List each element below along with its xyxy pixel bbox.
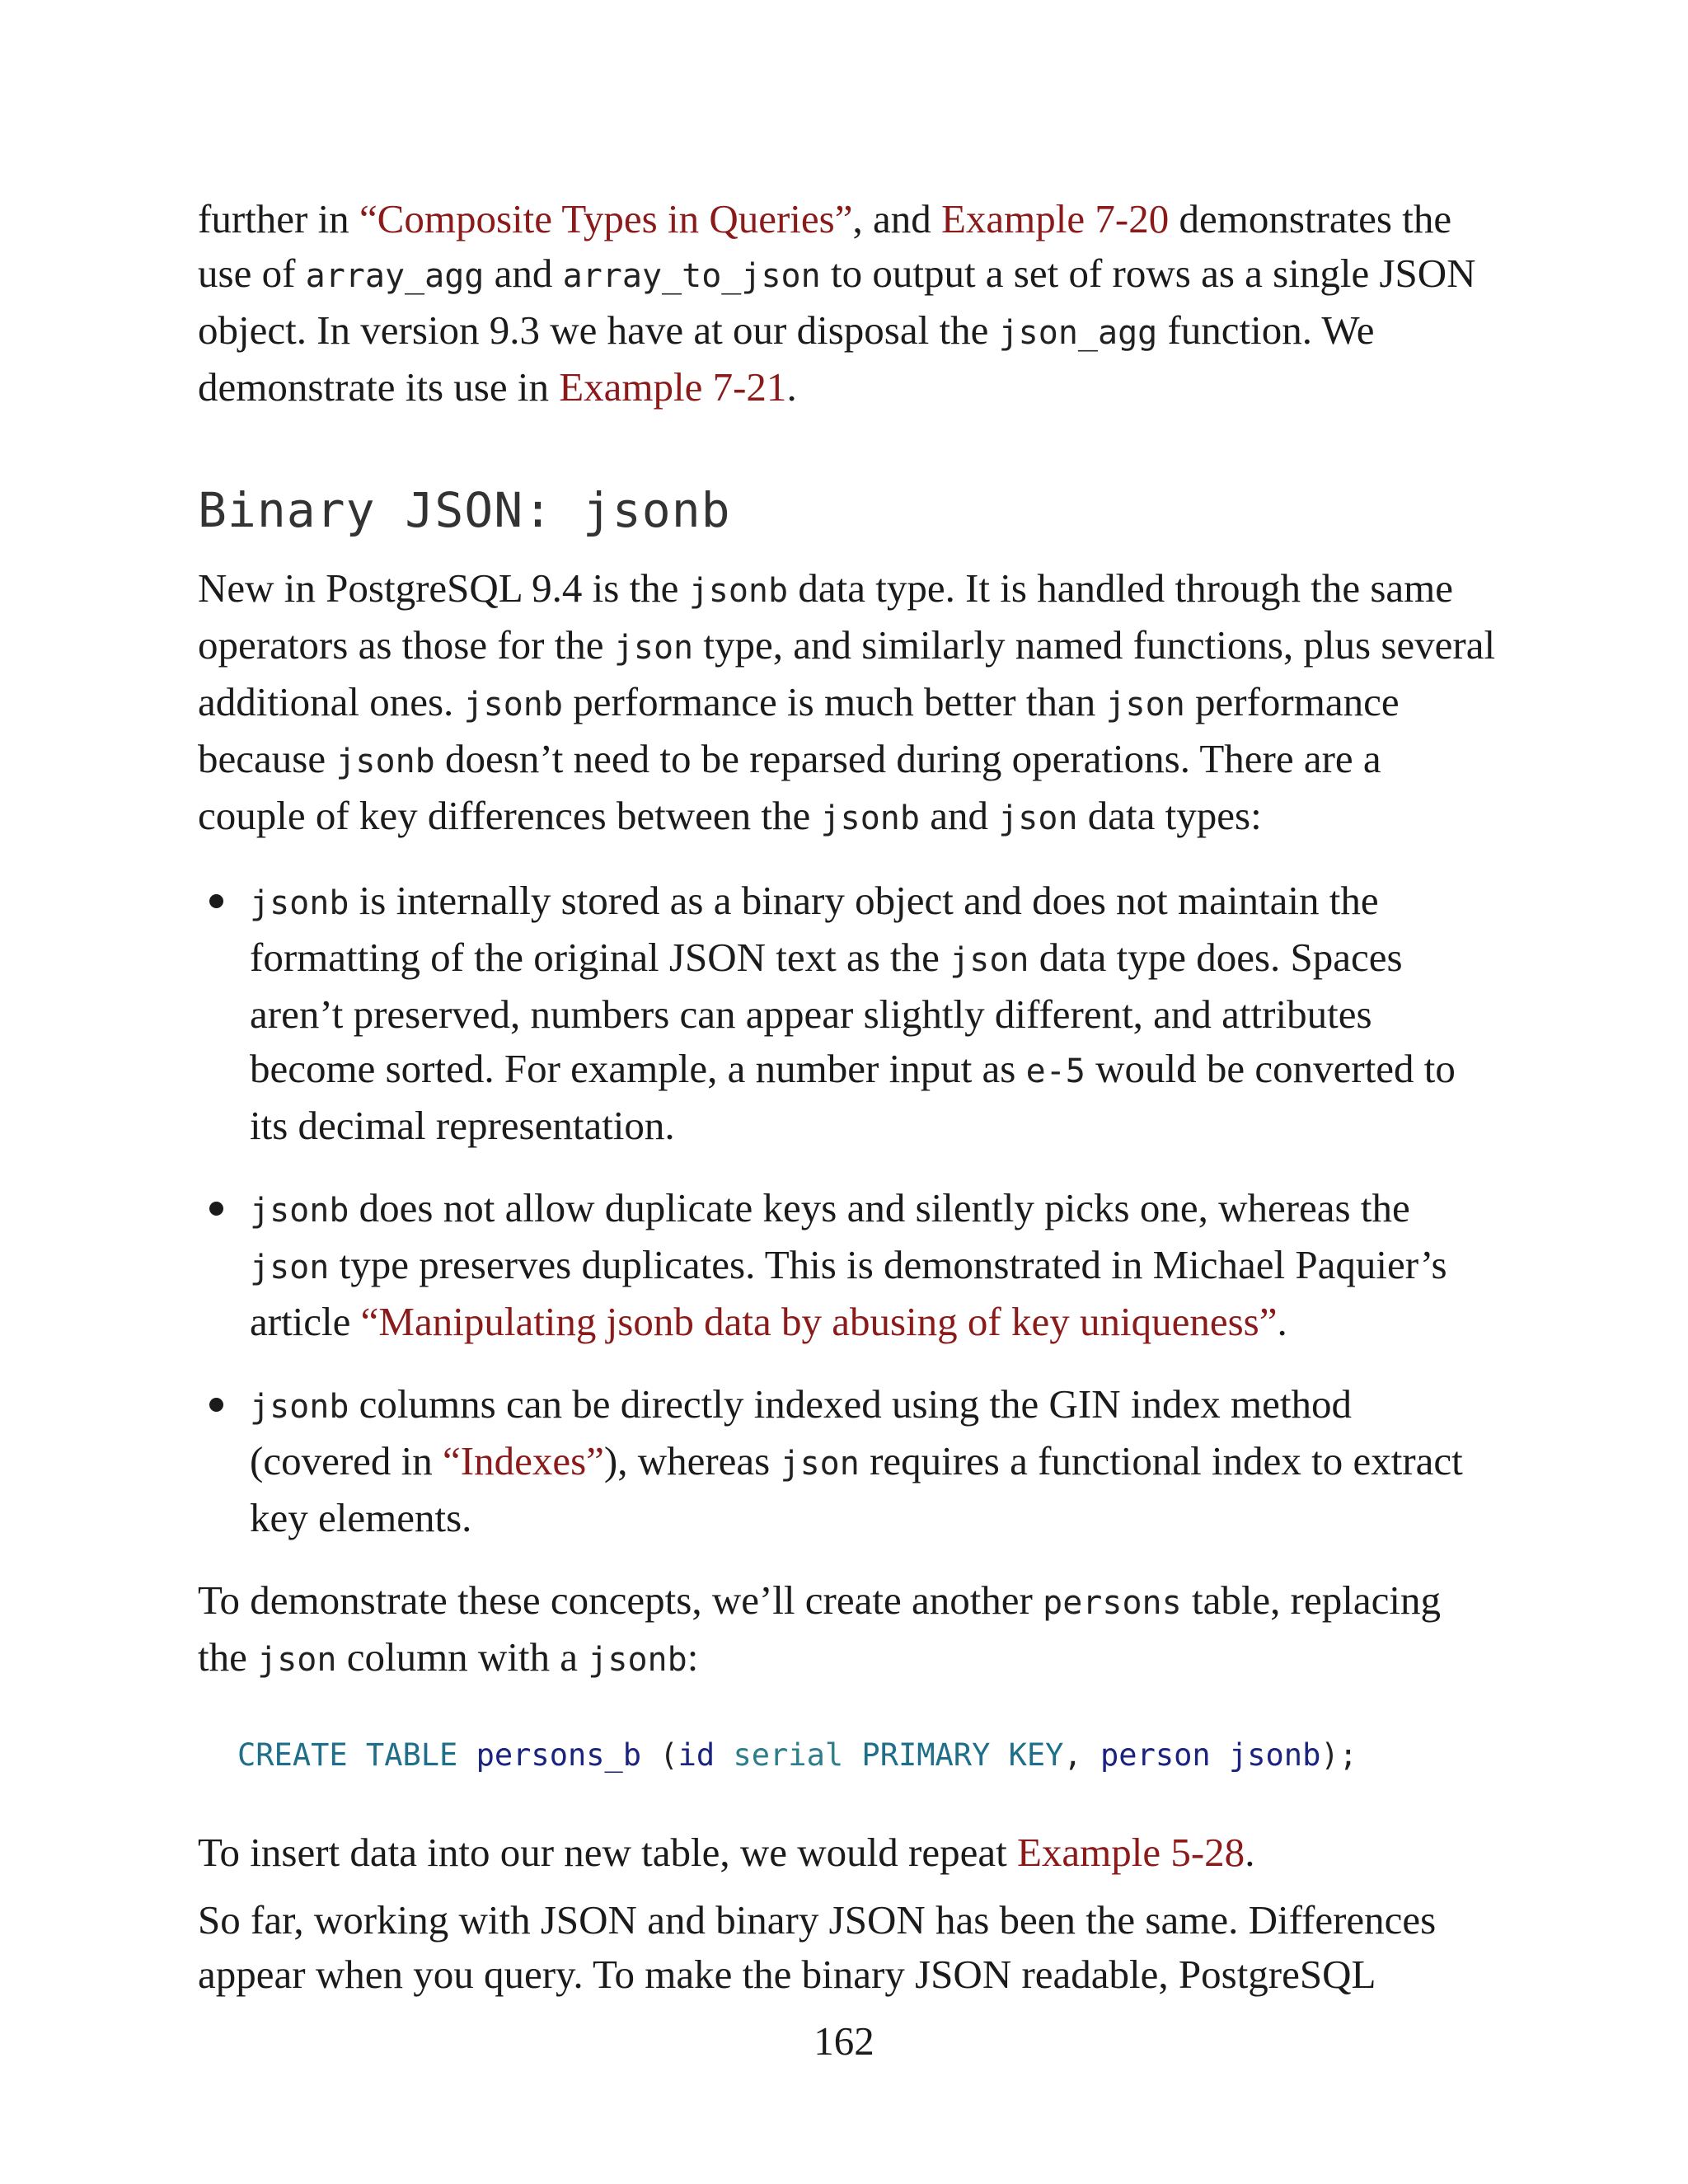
text-run: data type does. Spaces aren’t preserved, numbers can appear slightly different, and attributes become sorted. For example, a number input as <box>250 935 1403 1091</box>
sql-keyword: CREATE TABLE <box>237 1737 458 1773</box>
text-run: performance is much better than <box>562 679 1106 724</box>
text-run: columns can be directly indexed using the GIN index method (covered in <box>250 1381 1352 1483</box>
code-json: json <box>257 1641 337 1679</box>
text-run: and <box>484 251 563 296</box>
link-example-5-28[interactable]: Example 5-28 <box>1016 1830 1245 1875</box>
text-run: : <box>687 1634 699 1680</box>
sql-type: serial <box>733 1737 844 1773</box>
bullet-icon <box>209 1398 223 1412</box>
text-run: is internally stored as a binary object and does not maintain the formatting of the original JSON text as the <box>250 878 1379 980</box>
code-json: json <box>780 1445 860 1483</box>
code-jsonb: jsonb <box>688 572 789 610</box>
link-indexes[interactable]: “Indexes” <box>443 1438 604 1483</box>
code-json-agg: json_agg <box>998 314 1158 352</box>
text-run: . <box>786 364 797 410</box>
sql-column-name: id <box>678 1737 715 1773</box>
text-run: would be converted to its decimal representation. <box>250 1046 1456 1148</box>
bullet-icon <box>209 894 223 908</box>
code-json: json <box>998 799 1078 837</box>
text-run: function. We demonstrate its use in <box>198 307 1375 410</box>
code-jsonb: jsonb <box>250 1388 349 1426</box>
text-run: To insert data into our new table, we would repeat <box>198 1830 1017 1875</box>
sql-table-name: persons_b <box>476 1737 642 1773</box>
text-run: demonstrates the use of <box>198 196 1452 296</box>
page-body <box>198 192 1496 2002</box>
link-example-7-20[interactable]: Example 7-20 <box>940 196 1170 241</box>
code-json: json <box>250 1249 330 1286</box>
sql-keyword: PRIMARY KEY <box>861 1737 1064 1773</box>
code-json: json <box>950 941 1029 979</box>
demo-paragraph <box>198 1573 1496 1687</box>
text-run: table, replacing the <box>198 1577 1441 1680</box>
sql-column-name: person <box>1100 1737 1211 1773</box>
sql-punctuation: ( <box>641 1737 678 1773</box>
code-json: json <box>1105 686 1185 724</box>
differences-list <box>198 874 1496 1545</box>
text-run: further in <box>198 196 359 241</box>
link-manipulating-jsonb-article[interactable]: “Manipulating jsonb data by abusing of key uniqueness” <box>360 1299 1278 1344</box>
section-heading: Binary JSON: jsonb <box>198 482 731 538</box>
list-item <box>198 874 1496 1153</box>
text-run: . <box>1277 1299 1287 1344</box>
code-jsonb: jsonb <box>820 799 920 837</box>
link-composite-types-in-queries[interactable]: “Composite Types in Queries” <box>359 196 853 241</box>
text-run: data type. It is handled through the same operators as those for the <box>198 565 1454 668</box>
text-run: does not allow duplicate keys and silently picks one, whereas the <box>349 1185 1410 1230</box>
text-run: . <box>1245 1830 1255 1875</box>
code-array-agg: array_agg <box>305 257 485 295</box>
sql-punctuation: , <box>1063 1737 1101 1773</box>
bullet-icon <box>209 1202 223 1216</box>
code-jsonb: jsonb <box>463 686 563 724</box>
list-item <box>198 1377 1496 1545</box>
code-jsonb: jsonb <box>335 743 435 780</box>
code-jsonb: jsonb <box>250 1192 349 1230</box>
code-json: json <box>613 629 694 667</box>
text-run: type, and similarly named functions, plus several additional ones. <box>198 622 1496 724</box>
final-paragraph: So far, working with JSON and binary JSON has been the same. Differences appear when you query. To make the binary JSON readable, PostgreSQL <box>198 1897 1437 1997</box>
link-example-7-21[interactable]: Example 7-21 <box>559 364 787 410</box>
sql-code-block <box>237 1735 1496 1776</box>
page-number: 162 <box>814 2018 874 2064</box>
intro-paragraph <box>198 192 1496 415</box>
text-run: type preserves duplicates. This is demonstrated in Michael Paquier’s article <box>250 1242 1447 1344</box>
code-persons: persons <box>1043 1584 1182 1622</box>
list-item <box>198 1181 1496 1349</box>
code-jsonb: jsonb <box>588 1641 687 1679</box>
text-run: ), whereas <box>603 1438 781 1483</box>
text-run: data types: <box>1077 793 1262 838</box>
sql-punctuation: ); <box>1320 1737 1357 1773</box>
text-run: column with a <box>336 1634 588 1680</box>
text-run: requires a functional index to extract key elements. <box>250 1438 1463 1540</box>
sql-type: jsonb <box>1228 1737 1321 1773</box>
text-run: performance because <box>198 679 1400 781</box>
text-run: , and <box>852 196 941 241</box>
text-run: To demonstrate these concepts, we’ll create another <box>198 1577 1043 1623</box>
text-run: New in PostgreSQL 9.4 is the <box>198 565 689 611</box>
jsonb-intro-paragraph <box>198 561 1496 846</box>
text-run: to output a set of rows as a single JSON object. In version 9.3 we have at our disposal the <box>198 251 1476 353</box>
code-array-to-json: array_to_json <box>562 257 821 295</box>
code-e-5: e-5 <box>1025 1052 1085 1090</box>
code-jsonb: jsonb <box>250 884 349 922</box>
text-run: doesn’t need to be reparsed during operations. There are a couple of key differences between the <box>198 736 1381 838</box>
insert-paragraph <box>198 1825 1496 1880</box>
text-run: and <box>919 793 999 838</box>
